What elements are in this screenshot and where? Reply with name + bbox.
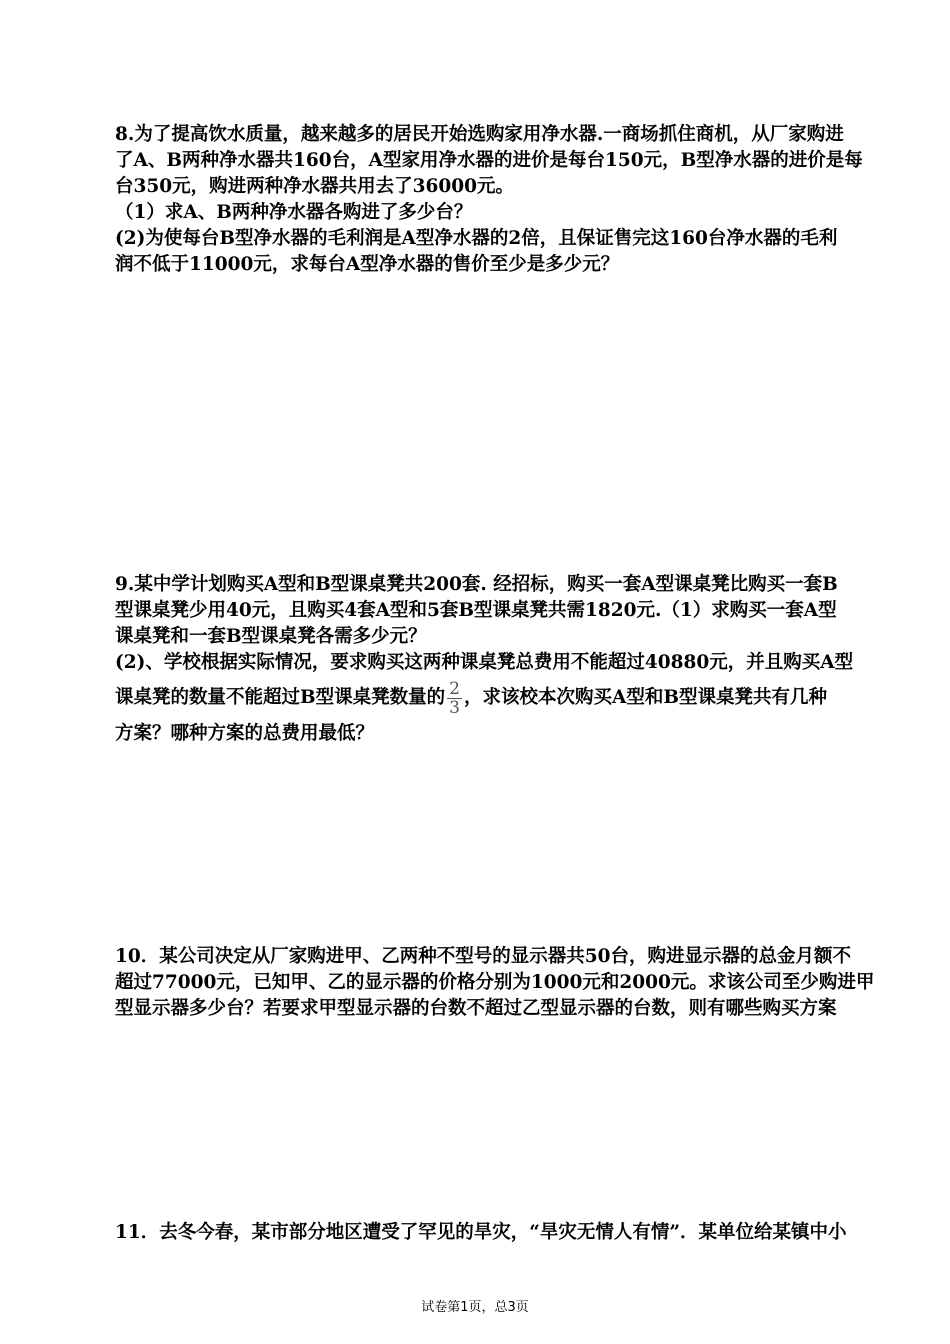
page-footer: 试卷第1页，总3页 bbox=[421, 1300, 529, 1315]
q9-line-5-post: ，求该校本次购买A型和B型课桌凳共有几种 bbox=[463, 687, 827, 708]
q10-line-1: 10．某公司决定从厂家购进甲、乙两种不型号的显示器共50台，购进显示器的总金月额不 bbox=[115, 946, 851, 967]
q9-line-1: 9.某中学计划购买A型和B型课桌凳共200套. 经招标，购买一套A型课桌凳比购买一套B bbox=[115, 574, 838, 595]
q9-line-3: 课桌凳和一套B型课桌凳各需多少元？ bbox=[115, 626, 427, 647]
q9-line-5 bbox=[115, 677, 827, 719]
q8-line-4: （1）求A、B两种净水器各购进了多少台？ bbox=[115, 202, 473, 223]
q9-line-6: 方案？哪种方案的总费用最低？ bbox=[115, 723, 375, 744]
q10-line-2: 超过77000元，已知甲、乙的显示器的价格分别为1000元和2000元。求该公司至少购进甲 bbox=[115, 972, 875, 993]
q8-line-5: (2)为使每台B型净水器的毛利润是A型净水器的2倍，且保证售完这160台净水器的毛利 bbox=[115, 228, 838, 249]
q9-line-5-pre: 课桌凳的数量不能超过B型课桌凳数量的 bbox=[115, 687, 446, 708]
fraction-numerator: 2 bbox=[449, 678, 460, 699]
q8-line-6: 润不低于11000元，求每台A型净水器的售价至少是多少元？ bbox=[115, 254, 620, 275]
q9-line-4: (2)、学校根据实际情况，要求购买这两种课桌凳总费用不能超过40880元，并且购买A型 bbox=[115, 652, 854, 673]
q11-line-1: 11．去冬今春，某市部分地区遭受了罕见的旱灾，“旱灾无情人有情”．某单位给某镇中小 bbox=[115, 1222, 847, 1243]
q8-line-3: 台350元，购进两种净水器共用去了36000元。 bbox=[115, 176, 514, 197]
q8-line-1: 8.为了提高饮水质量，越来越多的居民开始选购家用净水器.一商场抓住商机，从厂家购进 bbox=[115, 124, 844, 145]
fraction bbox=[447, 680, 462, 717]
fraction-denominator: 3 bbox=[449, 697, 460, 718]
q10-line-3: 型显示器多少台？若要求甲型显示器的台数不超过乙型显示器的台数，则有哪些购买方案 bbox=[115, 998, 837, 1019]
q9-line-2: 型课桌凳少用40元，且购买4套A型和5套B型课桌凳共需1820元.（1）求购买一套A型 bbox=[115, 600, 837, 621]
q8-line-2: 了A、B两种净水器共160台，A型家用净水器的进价是每台150元，B型净水器的进价是每 bbox=[115, 150, 863, 171]
